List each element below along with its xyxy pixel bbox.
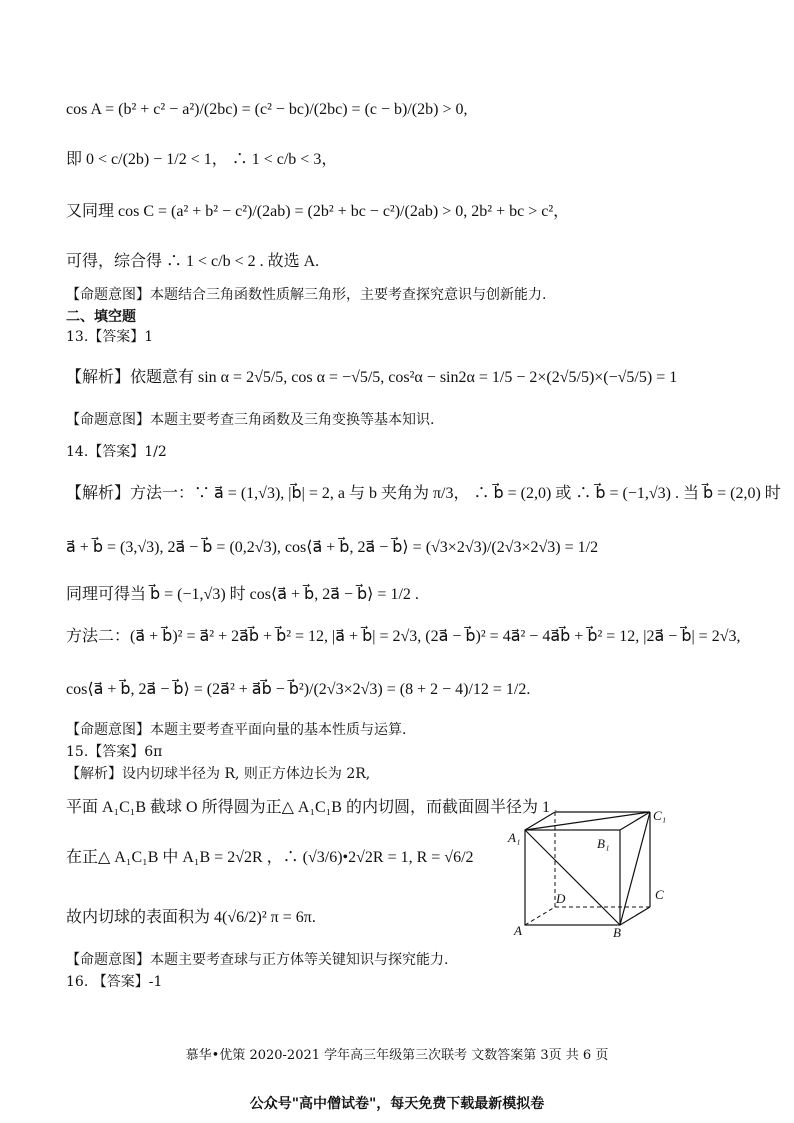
label-b1: B₁ xyxy=(597,836,610,851)
intent-note-15: 【命题意图】本题主要考查球与正方体等关键知识与探究能力. xyxy=(66,952,449,968)
label-d1 xyxy=(543,810,558,811)
intent-note-14: 【命题意图】本题主要考查平面向量的基本性质与运算. xyxy=(66,722,407,738)
solution-15-line-1: 【解析】设内切球半径为 R, 则正方体边长为 2R, xyxy=(66,766,371,782)
answer-14: 14.【答案】1/2 xyxy=(66,444,167,460)
label-d: D xyxy=(556,891,566,906)
hidden-edge-ad xyxy=(525,907,555,925)
solution-15-line-4: 故内切球的表面积为 4(√6/2)² π = 6π. xyxy=(66,909,316,926)
page-footer: 慕华•优策 2020-2021 学年高三年级第三次联考 文数答案第 3页 共 6 页 xyxy=(185,1048,609,1063)
solution-14-line-2: a⃗ + b⃗ = (3,√3), 2a⃗ − b⃗ = (0,2√3), cos⟨a⃗ + b⃗, 2a⃗ − b⃗⟩ = (√3×2√3)/(2√3×2√3) = 1/2 xyxy=(66,539,599,556)
text-line-2: 即 0 < c/(2b) − 1/2 < 1， ∴ 1 < c/b < 3， xyxy=(66,151,338,168)
solution-15-line-3: 在正△ A₁C₁B 中 A₁B = 2√2R ，∴ (√3/6)•2√2R = 1, R = √6/2 xyxy=(66,849,474,866)
text-line-1: cos A = (b² + c² − a²)/(2bc) = (c² − bc)/(2bc) = (c − b)/(2b) > 0, xyxy=(66,101,468,118)
segment-c1b xyxy=(620,812,650,925)
answer-16: 16. 【答案】-1 xyxy=(66,974,163,990)
solution-13: 【解析】依题意有 sin α = 2√5/5, cos α = −√5/5, cos²α − sin2α = 1/5 − 2×(2√5/5)×(−√5/5) = 1 xyxy=(66,369,678,386)
label-b: B xyxy=(613,925,621,940)
segment-a1c1 xyxy=(525,812,650,830)
solution-14-line-3: 同理可得当 b⃗ = (−1,√3) 时 cos⟨a⃗ + b⃗, 2a⃗ − b⃗⟩ = 1/2 . xyxy=(66,586,419,603)
section-heading-fill-in: 二、填空题 xyxy=(66,309,136,325)
solution-14-line-1: 【解析】方法一：∵ a⃗ = (1,√3), |b⃗| = 2, a 与 b 夹角为 π/3， ∴ b⃗ = (2,0) 或 ∴ b⃗ = (−1,√3) . 当 b⃗ = (2,0) 时 xyxy=(66,485,781,502)
solution-15-line-2: 平面 A₁C₁B 截球 O 所得圆为正△ A₁C₁B 的内切圆，而截面圆半径为 1 xyxy=(66,799,550,816)
text-line-3: 又同理 cos C = (a² + b² − c²)/(2ab) = (2b² + bc − c²)/(2ab) > 0, 2b² + bc > c²， xyxy=(66,203,570,220)
intent-note-13: 【命题意图】本题主要考查三角函数及三角变换等基本知识. xyxy=(66,412,435,428)
intent-note-12: 【命题意图】本题结合三角函数性质解三角形，主要考查探究意识与创新能力. xyxy=(66,287,547,303)
solution-14-method-2: 方法二：(a⃗ + b⃗)² = a⃗² + 2a⃗b⃗ + b⃗² = 12, |a⃗ + b⃗| = 2√3, (2a⃗ − b⃗)² = 4a⃗² − 4a⃗b⃗ + b⃗² = 12, |2a⃗ − b⃗| = 2√3, xyxy=(66,628,741,645)
label-a1: A₁ xyxy=(508,830,521,845)
label-c1: C₁ xyxy=(653,810,667,823)
answer-13: 13.【答案】1 xyxy=(66,329,154,345)
text-line-4: 可得，综合得 ∴ 1 < c/b < 2 . 故选 A. xyxy=(66,253,320,270)
watermark-text: 公众号"高中僧试卷"，每天免费下载最新模拟卷 xyxy=(249,1096,545,1112)
cube-figure xyxy=(500,810,680,940)
solution-14-line-5: cos⟨a⃗ + b⃗, 2a⃗ − b⃗⟩ = (2a⃗² + a⃗b⃗ − b⃗²)/(2√3×2√3) = (8 + 2 − 4)/12 = 1/2. xyxy=(66,681,531,698)
label-a: A xyxy=(514,923,522,938)
answer-15: 15.【答案】6π xyxy=(66,744,163,760)
label-c: C xyxy=(655,887,664,902)
